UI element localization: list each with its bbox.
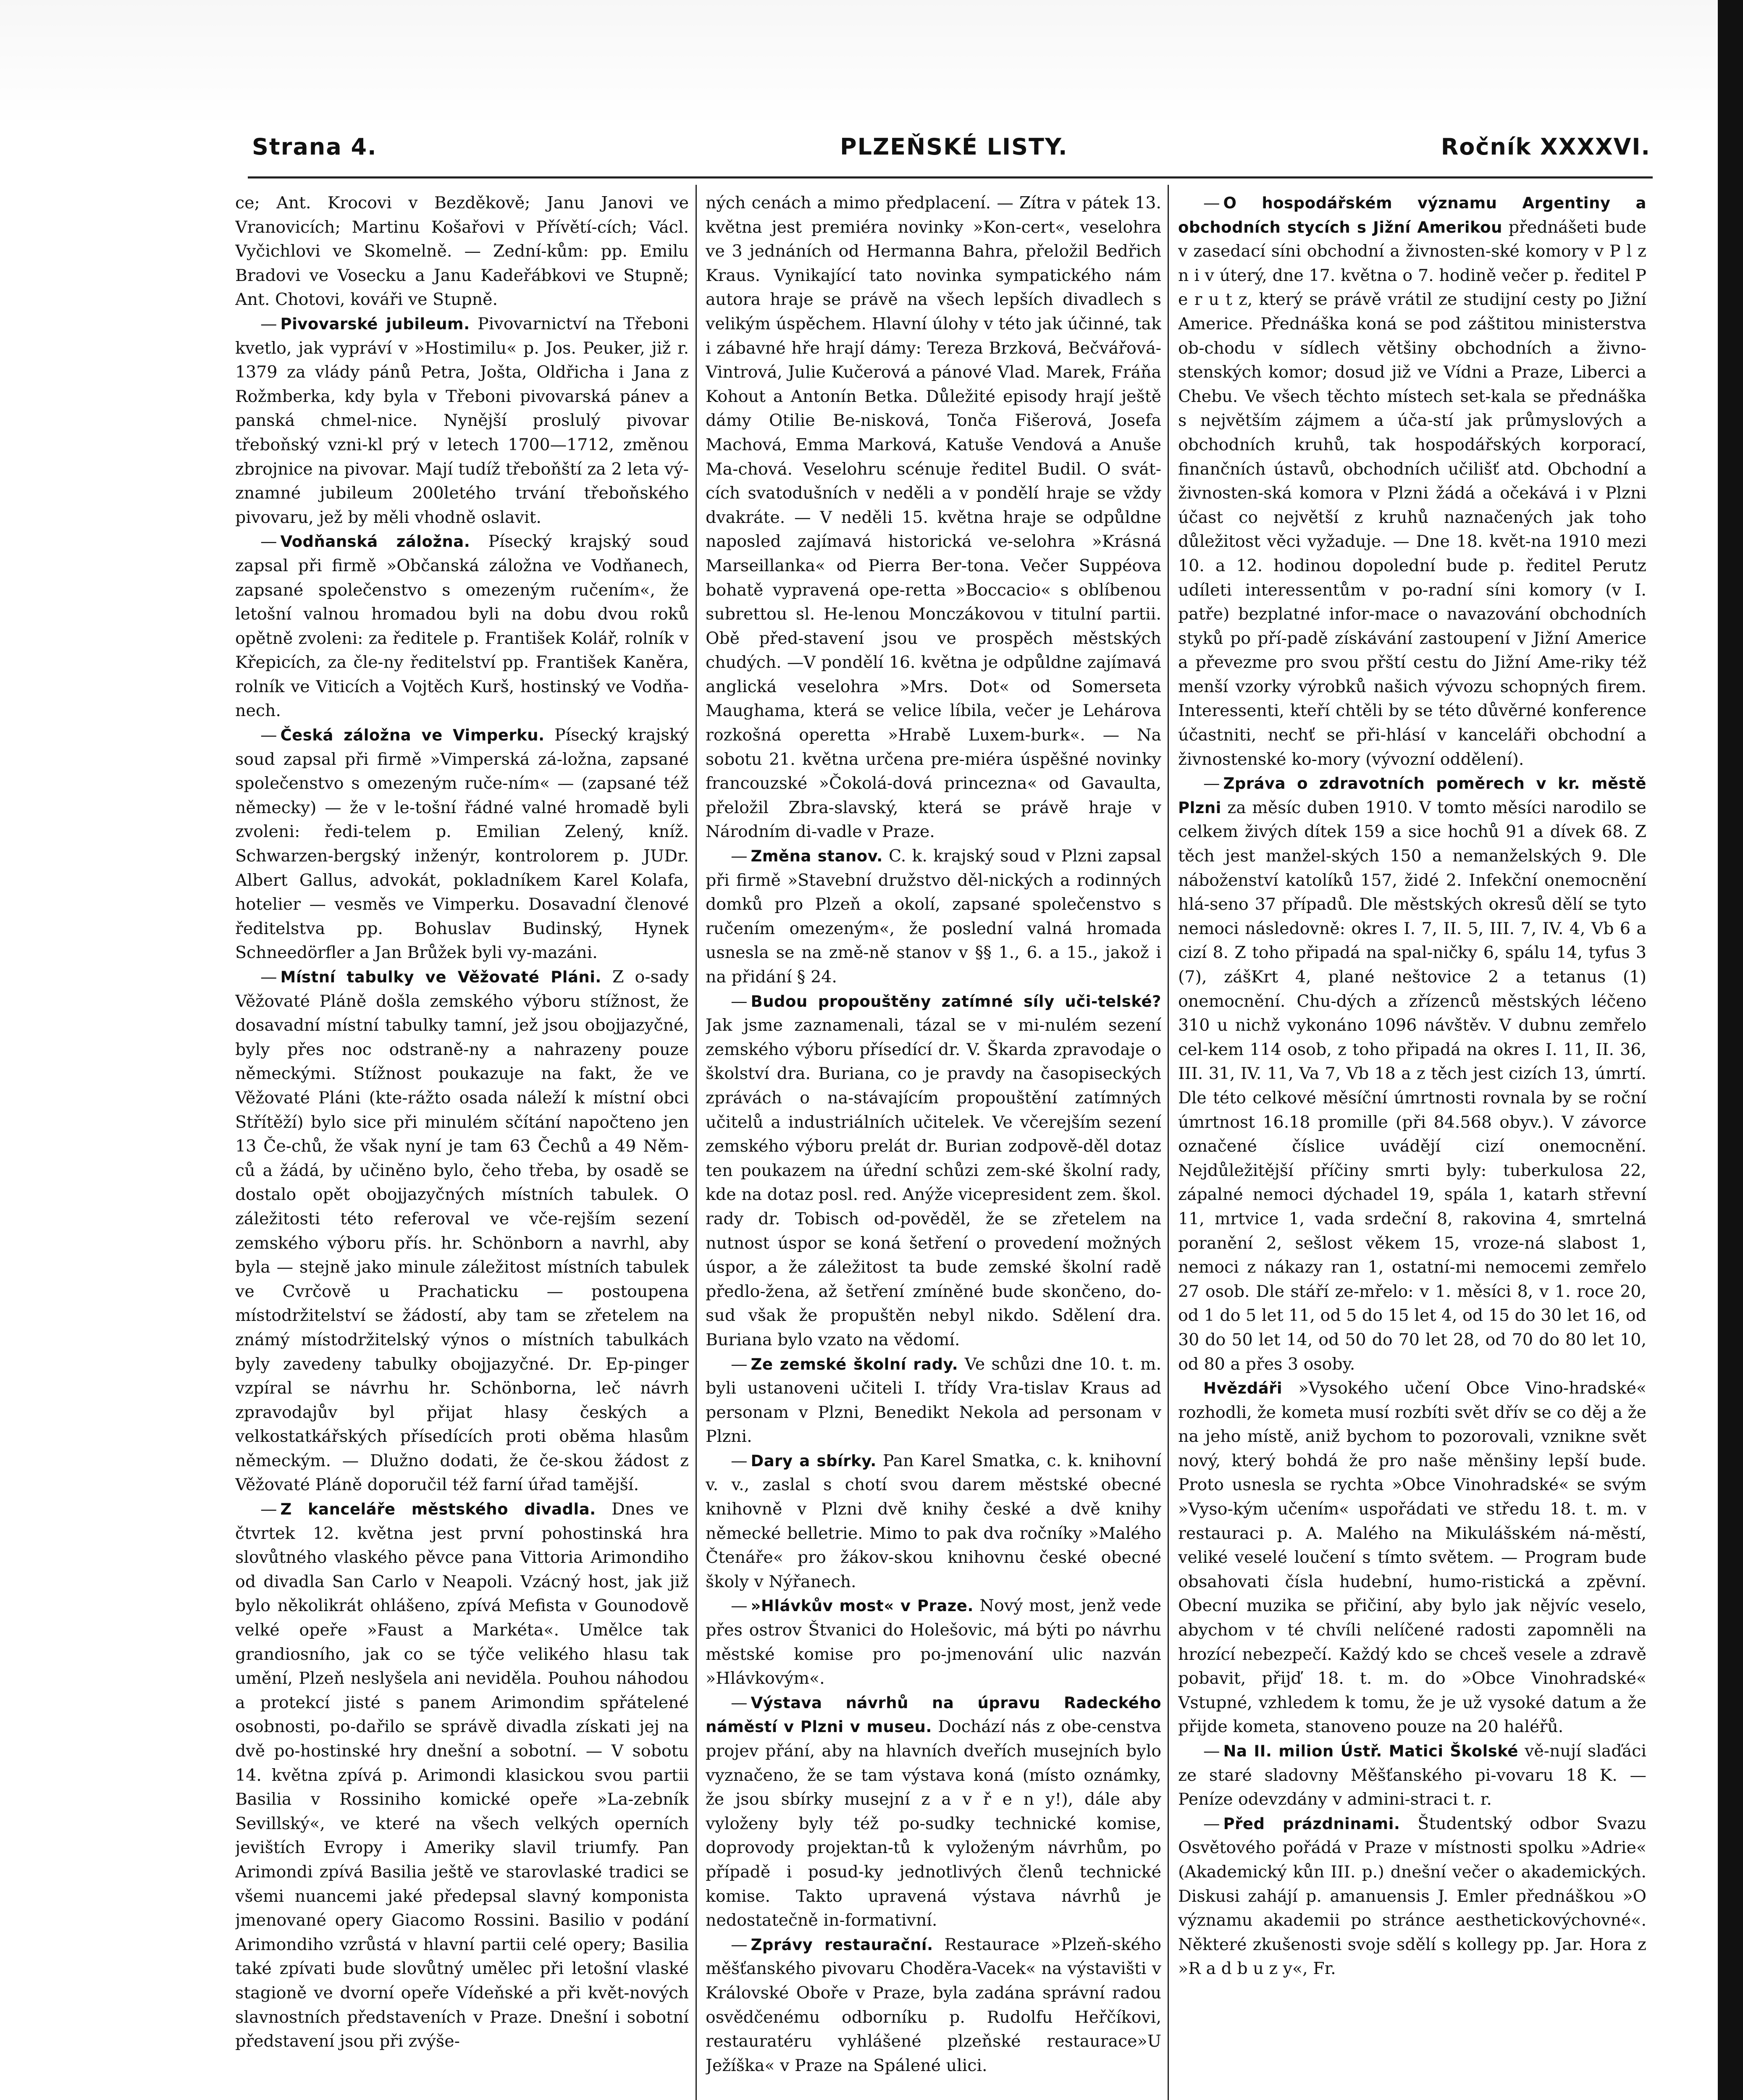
article-headline: Výstava návrhů na úpravu Radeckého náměstí v Plzni v museu. bbox=[706, 1693, 1161, 1736]
article-headline: O hospodářském významu Argentiny a obchodních stycích s Jižní Amerikou bbox=[1178, 194, 1646, 236]
article-paragraph: Hvězdáři »Vysokého učení Obce Vino-hradské« rozhodli, že kometa musí rozbíti svět dřív se co děj a že na jeho místě, aniž bychom to pozorovali, vznikne svět nový, který bohdá že pro naše měnšiny lepší bude. Proto usnesla se rychta »Obce Vinohradské« se svým »Vyso-kým učením« uspořádati ve středu 18. t. m. v restauraci p. A. Malého na Mikulášském ná-městí, veliké veselé loučení s tímto světem. — Program bude obsahovati čísla hudební, humo-ristická a zpěvní. Obecní muzika se přičiní, aby bylo jak nějvíc veselo, abychom v té chvíli nelíčené radosti zapomněli na hrozící nebezpečí. Každý kdo se chceš vesele a zdravě pobavit, přijď 18. t. m. do »Obce Vinohradské« Vstupné, vzhledem k tomu, že je už vysoké datum a že přijde kometa, stanoveno pouze na 20 haléřů. bbox=[1178, 1378, 1646, 1737]
article-headline: Vodňanská záložna. bbox=[280, 533, 470, 551]
article-headline: Z kanceláře městského divadla. bbox=[280, 1500, 596, 1519]
article-headline: Ze zemské školní rady. bbox=[751, 1355, 958, 1373]
article-paragraph: — »Hlávkův most« v Praze. Nový most, jenž vede přes ostrov Štvanici do Holešovic, má býti po návrhu městské komise pro po-jmenování ulic nazván »Hlávkovým«. bbox=[706, 1596, 1161, 1688]
article-paragraph: — Na II. milion Ústř. Matici Školské vě-nují slaďáci ze staré sladovny Měšťanského pi-vovaru 18 K. — Peníze odevzdány v admini-straci t. r. bbox=[1178, 1741, 1646, 1809]
article-paragraph: ce; Ant. Krocovi v Bezděkově; Janu Janovi ve Vranovicích; Martinu Košařovi v Přívětí-cích; Václ. Vyčichlovi ve Skomelně. — Zední-kům: pp. Emilu Bradovi ve Vosecku a Janu Kadeřábkovi ve Stupně; Ant. Chotovi, kováři ve Stupně. bbox=[235, 193, 689, 310]
column-1 bbox=[235, 191, 689, 2100]
article-paragraph: — Vodňanská záložna. Písecký krajský soud zapsal při firmě »Občanská záložna ve Vodňanech, zapsané společenstvo s omezeným ručením«, že letošní valnou hromadou byli na dobu dvou roků opětně zvoleni: za ředitele p. František Kolář, rolník v Křepicích, za čle-ny ředitelství pp. František Kaněra, rolník ve Viticích a Vojtěch Kurš, hostinský ve Vodňa-nech. bbox=[235, 532, 689, 721]
header-rule bbox=[248, 176, 1653, 178]
page-binding-shadow bbox=[1718, 0, 1743, 2100]
column-divider-2 bbox=[1168, 185, 1169, 2100]
article-paragraph: — Před prázdninami. Študentský odbor Svazu Osvětového pořádá v Praze v místnosti spolku »Adrie« (Akademický kůn III. p.) dnešní večer o akademických. Diskusi zahájí p. amanuensis J. Emler přednáškou »O významu akademii po stránce aesthetickovýchovné«. Některé zkušenosti svoje sdělí s kollegy pp. Jar. Hora z »R a d b u z y«, Fr. bbox=[1178, 1814, 1646, 1979]
article-paragraph: — Změna stanov. C. k. krajský soud v Plzni zapsal při firmě »Stavební družstvo děl-nických a rodinných domků pro Plzeň a okolí, zapsané společenstvo s ručením omezeným«, že poslední valná hromada usnesla se na změ-ně stanov v §§ 1., 6. a 15., jakož i na přidání § 24. bbox=[706, 846, 1161, 987]
page-number: Strana 4. bbox=[252, 134, 377, 160]
article-paragraph: — Z kanceláře městského divadla. Dnes ve čtvrtek 12. května jest první pohostinská hra slovůtného vlaského pěvce pana Vittoria Arimondiho od divadla San Carlo v Neapoli. Vzácný host, jak již bylo několikrát ohlášeno, zpívá Mefista v Gounodově velké opeře »Faust a Markéta«. Umělce tak grandiosního, jak co se týče velikého hlasu tak umění, Plzeň neslyšela ani neviděla. Pouhou náhodou a protekcí jisté s panem Arimondim spřátelené osobnosti, po-dařilo se správě divadla získati jej na dvě po-hostinské hry dnešní a sobotní. — V sobotu 14. května zpívá p. Arimondi klasickou svou partii Basilia v Rossiniho komické opeře »La-zebník Sevillský«, ve které na všech velkých operních jevištích Evropy i Ameriky slavil triumfy. Pan Arimondi zpívá Basilia ještě ve starovlaské tradici se všemi nuancemi jaké předepsal slavný komponista jmenované opery Giacomo Rossini. Basilio v podání Arimondiho vzrůstá v hlavní partii celé opery; Basilia také zpívati bude slovůtný umělec při letošní vlaské stagioně ve dvorní opeře Vídeňské a při květ-nových slavnostních představeních v Praze. Dnešní i sobotní představení jsou při zvýše- bbox=[235, 1499, 689, 2051]
article-paragraph: — Zprávy restaurační. Restaurace »Plzeň-ského měšťanského pivovaru Choděra-Vacek« na výstavišti v Královské Oboře v Praze, byla zadána správní radou osvědčenému odborníku p. Rudolfu Heřčíkovi, restauratéru vyhlášené plzeňské restaurace»U Ježíška« v Praze na Spálené ulici. bbox=[706, 1935, 1161, 2075]
scan-edge bbox=[0, 0, 1743, 126]
column-2 bbox=[706, 191, 1161, 2100]
article-headline: Hvězdáři bbox=[1203, 1379, 1283, 1398]
article-headline: »Hlávkův most« v Praze. bbox=[751, 1597, 974, 1615]
article-paragraph: — O hospodářském významu Argentiny a obchodních stycích s Jižní Amerikou přednášeti bude v zasedací síni obchodní a živnosten-ské komory v P l z n i v úterý, dne 17. května o 7. hodině večer p. ředitel P e r u t z, který se právě vrátil ze studijní cesty po Jižní Americe. Přednáška koná se pod záštitou ministerstva ob-chodu v sídlech většiny obchodních a živno-stenských komor; dosud již ve Vídni a Praze, Liberci a Chebu. Ve všech těchto místech set-kala se přednáška s největším zájmem a úča-stí jak průmyslových a obchodních kruhů, tak hospodářských korporací, finančních ústavů, obchodních učilišť atd. Obchodní a živnosten-ská komora v Plzni žádá a očekává i v Plzni účast co největší z kruhů naznačených jak toho důležitost věci vyžaduje. — Dne 18. květ-na 1910 mezi 10. a 12. hodinou dopolední bude p. ředitel Perutz udíleti interessentům v po-radní síni komory (v I. patře) bezplatné infor-mace o navazování obchodních styků po pří-padě získávání zastoupení v Jižní Americe a převezme pro svou přští cestu do Jižní Ame-riky též menší vzorky výrobků našich vývozu schopných firem. Interessenti, kteří chtěli by se této důvěrné konference účastniti, nechť se při-hlásí v kanceláři obchodní a živnostenské ko-mory (vývozní oddělení). bbox=[1178, 193, 1646, 769]
article-paragraph: — Místní tabulky ve Věžovaté Pláni. Z o-sady Věžovaté Pláně došla zemského výboru stížnost, že dosavadní místní tabulky tamní, jež jsou obojjazyčné, byly přes noc odstraně-ny a nahrazeny pouze německými. Stížnost poukazuje na fakt, že ve Věžovaté Pláni (kte-rážto osada náleží k místní obci Střítěží) bylo sice při minulém sčítání napočteno jen 13 Če-chů, že však nyní je tam 63 Čechů a 49 Něm-ců a žádá, by učiněno bylo, čeho třeba, by osadě se dostalo opět obojjazyčných místních tabulek. O záležitosti této referoval ve vče-rejším sezení zemského výboru přís. hr. Schönborn a navrhl, aby byla — stejně jako minule záležitost místních tabulek ve Cvrčově u Prachaticku — postoupena místodržitelství se žádostí, aby tam se zřetelem na známý místodržitelský výnos o místních tabulkách byly zavedeny tabulky obojjazyčné. Dr. Ep-pinger vzpíral se návrhu hr. Schönborna, leč návrh zpravodajův byl přijat hlasy českých a velkostatkářských přísedících proti oběma hlasům německým. — Dlužno dodati, že če-skou žádost z Věžovaté Pláně doporučil též farní úřad tamější. bbox=[235, 967, 689, 1495]
article-headline: Zpráva o zdravotních poměrech v kr. městě Plzni bbox=[1178, 774, 1646, 817]
article-paragraph: — Pivovarské jubileum. Pivovarnictví na Třeboni kvetlo, jak vypráví v »Hostimilu« p. Jos. Peuker, již r. 1379 za vlády pánů Petra, Jošta, Oldřicha i Jana z Rožmberka, kdy byla v Třeboni pivovarská pánev a panská chmel-nice. Nynější proslulý pivovar třeboňský vzni-kl prý v letech 1700—1712, změnou zbrojnice na pivovar. Mají tudíž třeboňští za 2 leta vý-znamné jubileum 200letého trvání třeboňského pivovaru, jež by měli vhodně oslavit. bbox=[235, 314, 689, 527]
article-paragraph: — Dary a sbírky. Pan Karel Smatka, c. k. knihovní v. v., zaslal s chotí svou darem městské obecné knihovně v Plzni dvě knihy české a dvě knihy německé belletrie. Mimo to pak dva ročníky »Malého Čtenáře« pro žákov-skou knihovnu české obecné školy v Nýřanech. bbox=[706, 1451, 1161, 1591]
column-3 bbox=[1178, 191, 1646, 2100]
article-headline: Pivovarské jubileum. bbox=[280, 315, 470, 333]
article-paragraph: — Budou propouštěny zatímné síly uči-telské? Jak jsme zaznamenali, tázal se v mi-nulém sezení zemského výboru přísedící dr. V. Škarda zpravodaje o školství dra. Buriana, co je pravdy na časopiseckých zprávách o na-stávajícím propouštění zatímných učitelů a industriálních učitelek. Ve včerejším sezení zemského výboru prelát dr. Burian zodpově-děl dotaz ten poukazem na úřední schůzi zem-ské školní rady, kde na dotaz posl. red. Anýže vicepresident zem. škol. rady dr. Tobisch od-pověděl, že se zřetelem na nutnost úspor se koná šetření o provedení možných úspor, a že záležitost ta bude zemské školní radě předlo-žena, až šetření zmíněné bude skončeno, do-sud však že propuštěn nebyl nikdo. Sdělení dra. Buriana bylo vzato na vědomí. bbox=[706, 991, 1161, 1349]
page-header bbox=[252, 134, 1651, 167]
article-paragraph: ných cenách a mimo předplacení. — Zítra v pátek 13. května jest premiéra novinky »Kon-cert«, veselohra ve 3 jednáních od Hermanna Bahra, přeložil Bedřich Kraus. Vynikající tato novinka sympatického nám autora hraje se právě na všech lepších divadlech s velikým úspěchem. Hlavní úlohy v této jak účinné, tak i zábavné hře hrají dámy: Tereza Brzková, Bečvářová-Vintrová, Julie Kučerová a pánové Vlad. Marek, Fráňa Kohout a Antonín Betka. Důležité episody hrají ještě dámy Otilie Be-nisková, Tonča Fišerová, Josefa Machová, Emma Marková, Katuše Vendová a Anuše Ma-chová. Veselohru scénuje ředitel Budil. O svát-cích svatodušních v neděli a v pondělí hraje se vždy dvakráte. — V neděli 15. května hraje se odpůldne naposled zajímavá historická ve-selohra »Krásná Marseillanka« od Pierra Ber-tona. Večer Suppéova bohatě vypravená ope-retta »Boccacio« s oblíbenou subrettou sl. He-lenou Monczákovou v titulní partii. Obě před-stavení jsou ve prospěch městských chudých. —V pondělí 16. května je odpůldne zajímavá anglická veselohra »Mrs. Dot« od Somerseta Maughama, která se velice líbila, večer je Lehárova rozkošná operetta »Hrabě Luxem-burk«. — Na sobotu 21. května určena pre-miéra úspěšné novinky francouzské »Čokolá-dová princezna« od Gavaulta, přeložil Zbra-slavský, která se právě hraje v Národním di-vadle v Praze. bbox=[706, 193, 1161, 842]
article-paragraph: — Česká záložna ve Vimperku. Písecký krajský soud zapsal při firmě »Vimperská zá-ložna, zapsané společenstvo s omezeným ruče-ním« — (zapsané též německy) — že v le-tošní řádné valné hromadě byli zvoleni: ředi-telem p. Emilian Zelený, kníž. Schwarzen-bergský inženýr, kontrolorem p. JUDr. Albert Gallus, advokát, pokladníkem Karel Kolafa, hotelier — vesměs ve Vimperku. Dosavadní členové ředitelstva pp. Bohuslav Budinský, Hynek Schneedörfler a Jan Brůžek byli vy-mazáni. bbox=[235, 725, 689, 963]
article-headline: Česká záložna ve Vimperku. bbox=[280, 726, 545, 745]
article-paragraph: — Zpráva o zdravotních poměrech v kr. městě Plzni za měsíc duben 1910. V tomto měsíci narodilo se celkem živých dítek 159 a sice hochů 91 a dívek 68. Z těch jest manžel-ských 150 a nemanželských 9. Dle náboženství katolíků 157, židé 2. Infekční onemocnění hlá-seno 37 případů. Dle městských okresů dělí se tyto nemoci následovně: okres I. 7, II. 5, III. 7, IV. 4, Vb 6 a cizí 8. Z toho připadá na spal-ničky 6, spálu 14, tyfus 3 (7), zášKrt 4, plané neštovice 2 a tetanus (1) onemocnění. Chu-dých a zřízenců městských léčeno 310 u nichž vykonáno 1096 návštěv. V dubnu zemřelo cel-kem 114 osob, z toho připadá na okres I. 11, II. 36, III. 31, IV. 11, Va 7, Vb 18 a z těch jest cizích 13, úmrtí. Dle této celkové měsíční úmrtnosti rovnala by se roční úmrtnost 16.18 promille (při 84.568 obyv.). V závorce označené číslice uvádějí cizí onemocnění. Nejdůležitější příčiny smrti byly: tuberkulosa 22, zápalné nemoci dýchadel 19, spála 1, katarh střevní 11, mrtvice 1, vada srdeční 8, rakovina 4, smrtelná poranění 2, sešlost věkem 15, vroze-ná slabost 1, nemoci z nákazy ran 1, ostatní-mi nemocemi zemřelo 27 osob. Dle stáří ze-mřelo: v 1. měsíci 8, v 1. roce 20, od 1 do 5 let 11, od 5 do 15 let 4, od 15 do 30 let 16, od 30 do 50 let 14, od 50 do 70 let 28, od 70 do 80 let 10, od 80 a přes 3 osoby. bbox=[1178, 774, 1646, 1374]
article-headline: Budou propouštěny zatímné síly uči-telské? bbox=[751, 992, 1161, 1011]
column-divider-1 bbox=[696, 185, 697, 2100]
article-headline: Před prázdninami. bbox=[1223, 1814, 1400, 1833]
volume-number: Ročník XXXXVI. bbox=[1441, 134, 1651, 160]
article-headline: Změna stanov. bbox=[751, 847, 883, 866]
article-headline: Dary a sbírky. bbox=[751, 1452, 877, 1470]
article-headline: Na II. milion Ústř. Matici Školské bbox=[1223, 1742, 1519, 1760]
article-headline: Zprávy restaurační. bbox=[751, 1935, 933, 1954]
newspaper-title: PLZEŇSKÉ LISTY. bbox=[840, 134, 1068, 160]
article-headline: Místní tabulky ve Věžovaté Pláni. bbox=[280, 968, 601, 986]
article-paragraph: — Ze zemské školní rady. Ve schůzi dne 10. t. m. byli ustanoveni učiteli I. třídy Vra-tislav Kraus ad personam v Plzni, Benedikt Nekola ad personam v Plzni. bbox=[706, 1354, 1161, 1446]
article-paragraph: — Výstava návrhů na úpravu Radeckého náměstí v Plzni v museu. Dochází nás z obe-censtva projev přání, aby na hlavních dveřích musejních bylo vyznačeno, že se tam výstava koná (místo oznámky, že jsou sbírky musejní z a v ř e n y!), dále aby vyloženy byly též po-sudky technické komise, doprovody projektan-tů k vyloženým návrhům, po případě i posud-ky jednotlivých členů technické komise. Takto upravená výstava návrhů je nedostatečně in-formativní. bbox=[706, 1693, 1161, 1930]
